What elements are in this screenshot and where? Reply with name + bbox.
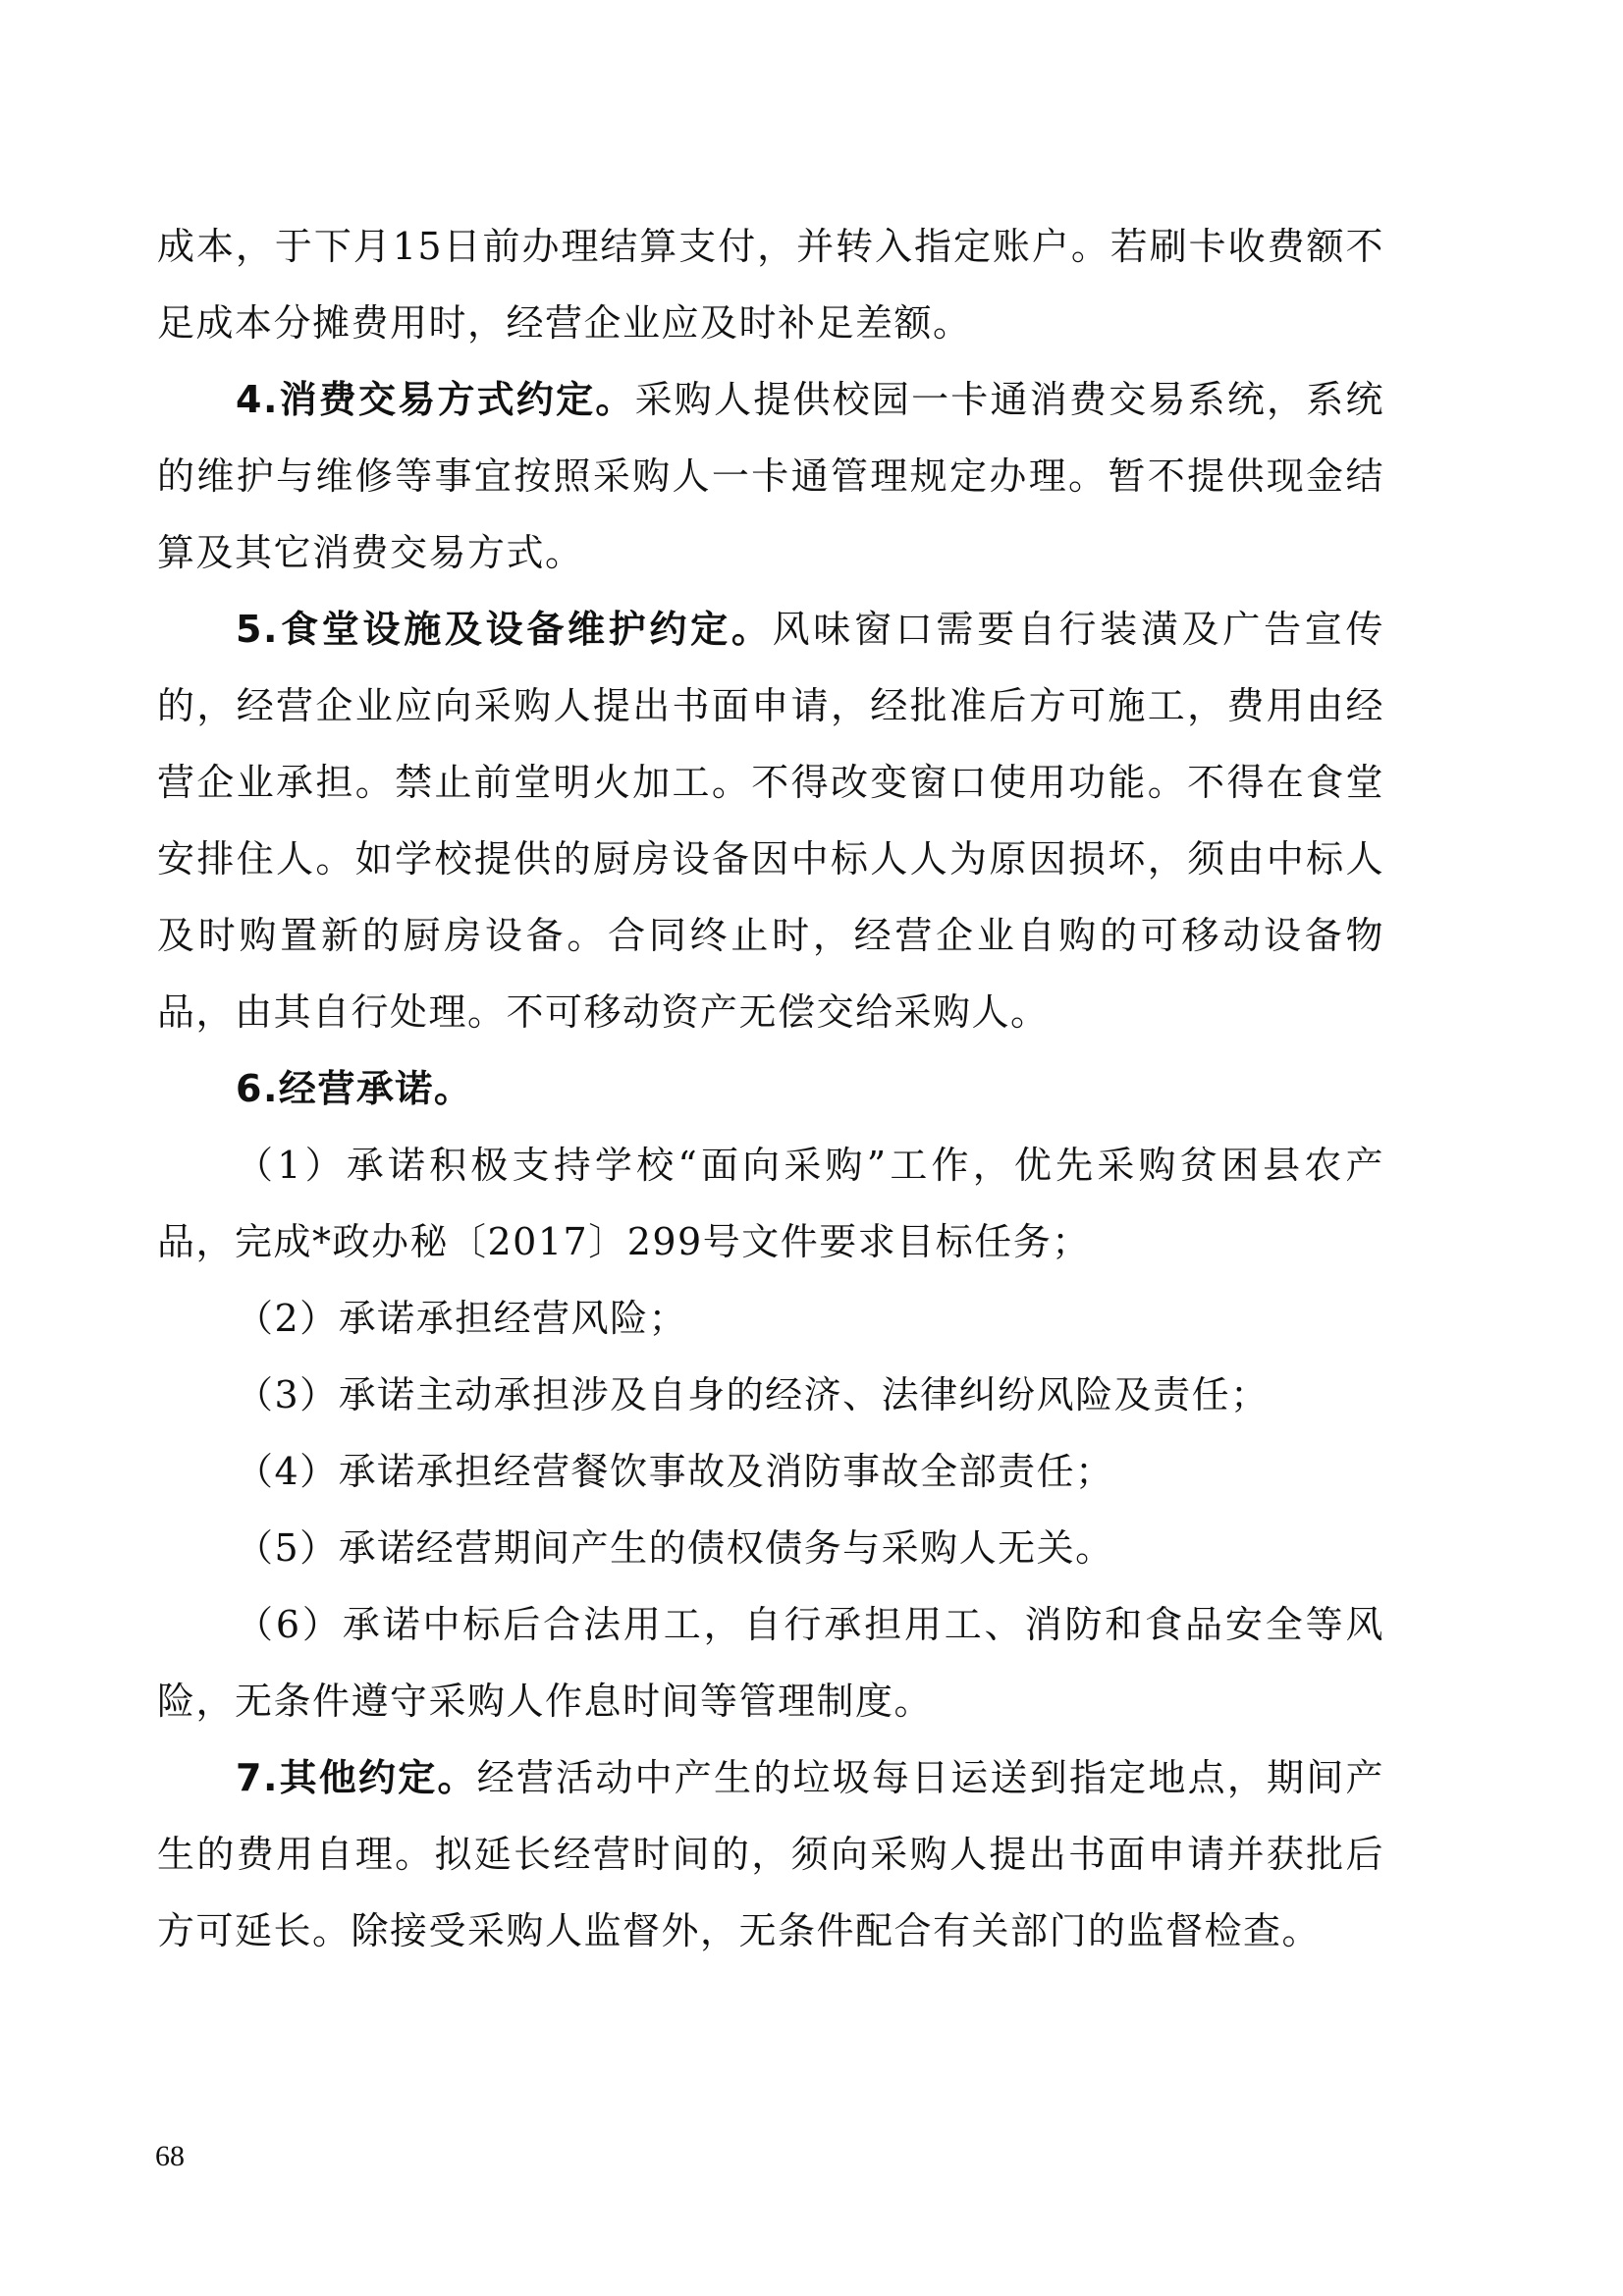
- page-number: 68: [155, 2140, 185, 2172]
- section-7: [157, 1739, 1384, 1969]
- commitment-item-1: （1）承诺积极支持学校“面向采购”工作，优先采购贫困县农产品，完成*政办秘〔2017〕299号文件要求目标任务；: [157, 1144, 1384, 1263]
- section-4-heading: 4.消费交易方式约定。: [236, 378, 635, 421]
- section-5-body: 风味窗口需要自行装潢及广告宣传的，经营企业应向采购人提出书面申请，经批准后方可施工，费用由经营企业承担。禁止前堂明火加工。不得改变窗口使用功能。不得在食堂安排住人。如学校提供的厨房设备因中标人人为原因损坏，须由中标人及时购置新的厨房设备。合同终止时，经营企业自购的可移动设备物品，由其自行处理。不可移动资产无偿交给采购人。: [157, 608, 1384, 1034]
- commitment-item-4: （4）承诺承担经营餐饮事故及消防事故全部责任；: [236, 1450, 1114, 1493]
- commitment-item-2: （2）承诺承担经营风险；: [236, 1297, 688, 1340]
- section-6-heading: 6.经营承诺。: [236, 1067, 473, 1110]
- paragraph-continuation: 成本，于下月15日前办理结算支付，并转入指定账户。若刷卡收费额不足成本分摊费用时，经营企业应及时补足差额。: [157, 225, 1384, 345]
- section-7-heading: 7.其他约定。: [236, 1756, 477, 1799]
- section-6: [157, 1050, 1384, 1127]
- section-4: [157, 361, 1384, 591]
- section-4-body: 采购人提供校园一卡通消费交易系统，系统的维护与维修等事宜按照采购人一卡通管理规定办理。暂不提供现金结算及其它消费交易方式。: [157, 378, 1384, 574]
- section-5-heading: 5.食堂设施及设备维护约定。: [236, 608, 773, 651]
- section-7-body: 经营活动中产生的垃圾每日运送到指定地点，期间产生的费用自理。拟延长经营时间的，须向采购人提出书面申请并获批后方可延长。除接受采购人监督外，无条件配合有关部门的监督检查。: [157, 1756, 1384, 1952]
- commitment-item-6: （6）承诺中标后合法用工，自行承担用工、消防和食品安全等风险，无条件遵守采购人作息时间等管理制度。: [157, 1603, 1384, 1723]
- document-body: [157, 208, 1384, 1969]
- section-5: [157, 591, 1384, 1050]
- commitment-item-5: （5）承诺经营期间产生的债权债务与采购人无关。: [236, 1526, 1114, 1570]
- commitment-item-3: （3）承诺主动承担涉及自身的经济、法律纠纷风险及责任；: [236, 1373, 1270, 1416]
